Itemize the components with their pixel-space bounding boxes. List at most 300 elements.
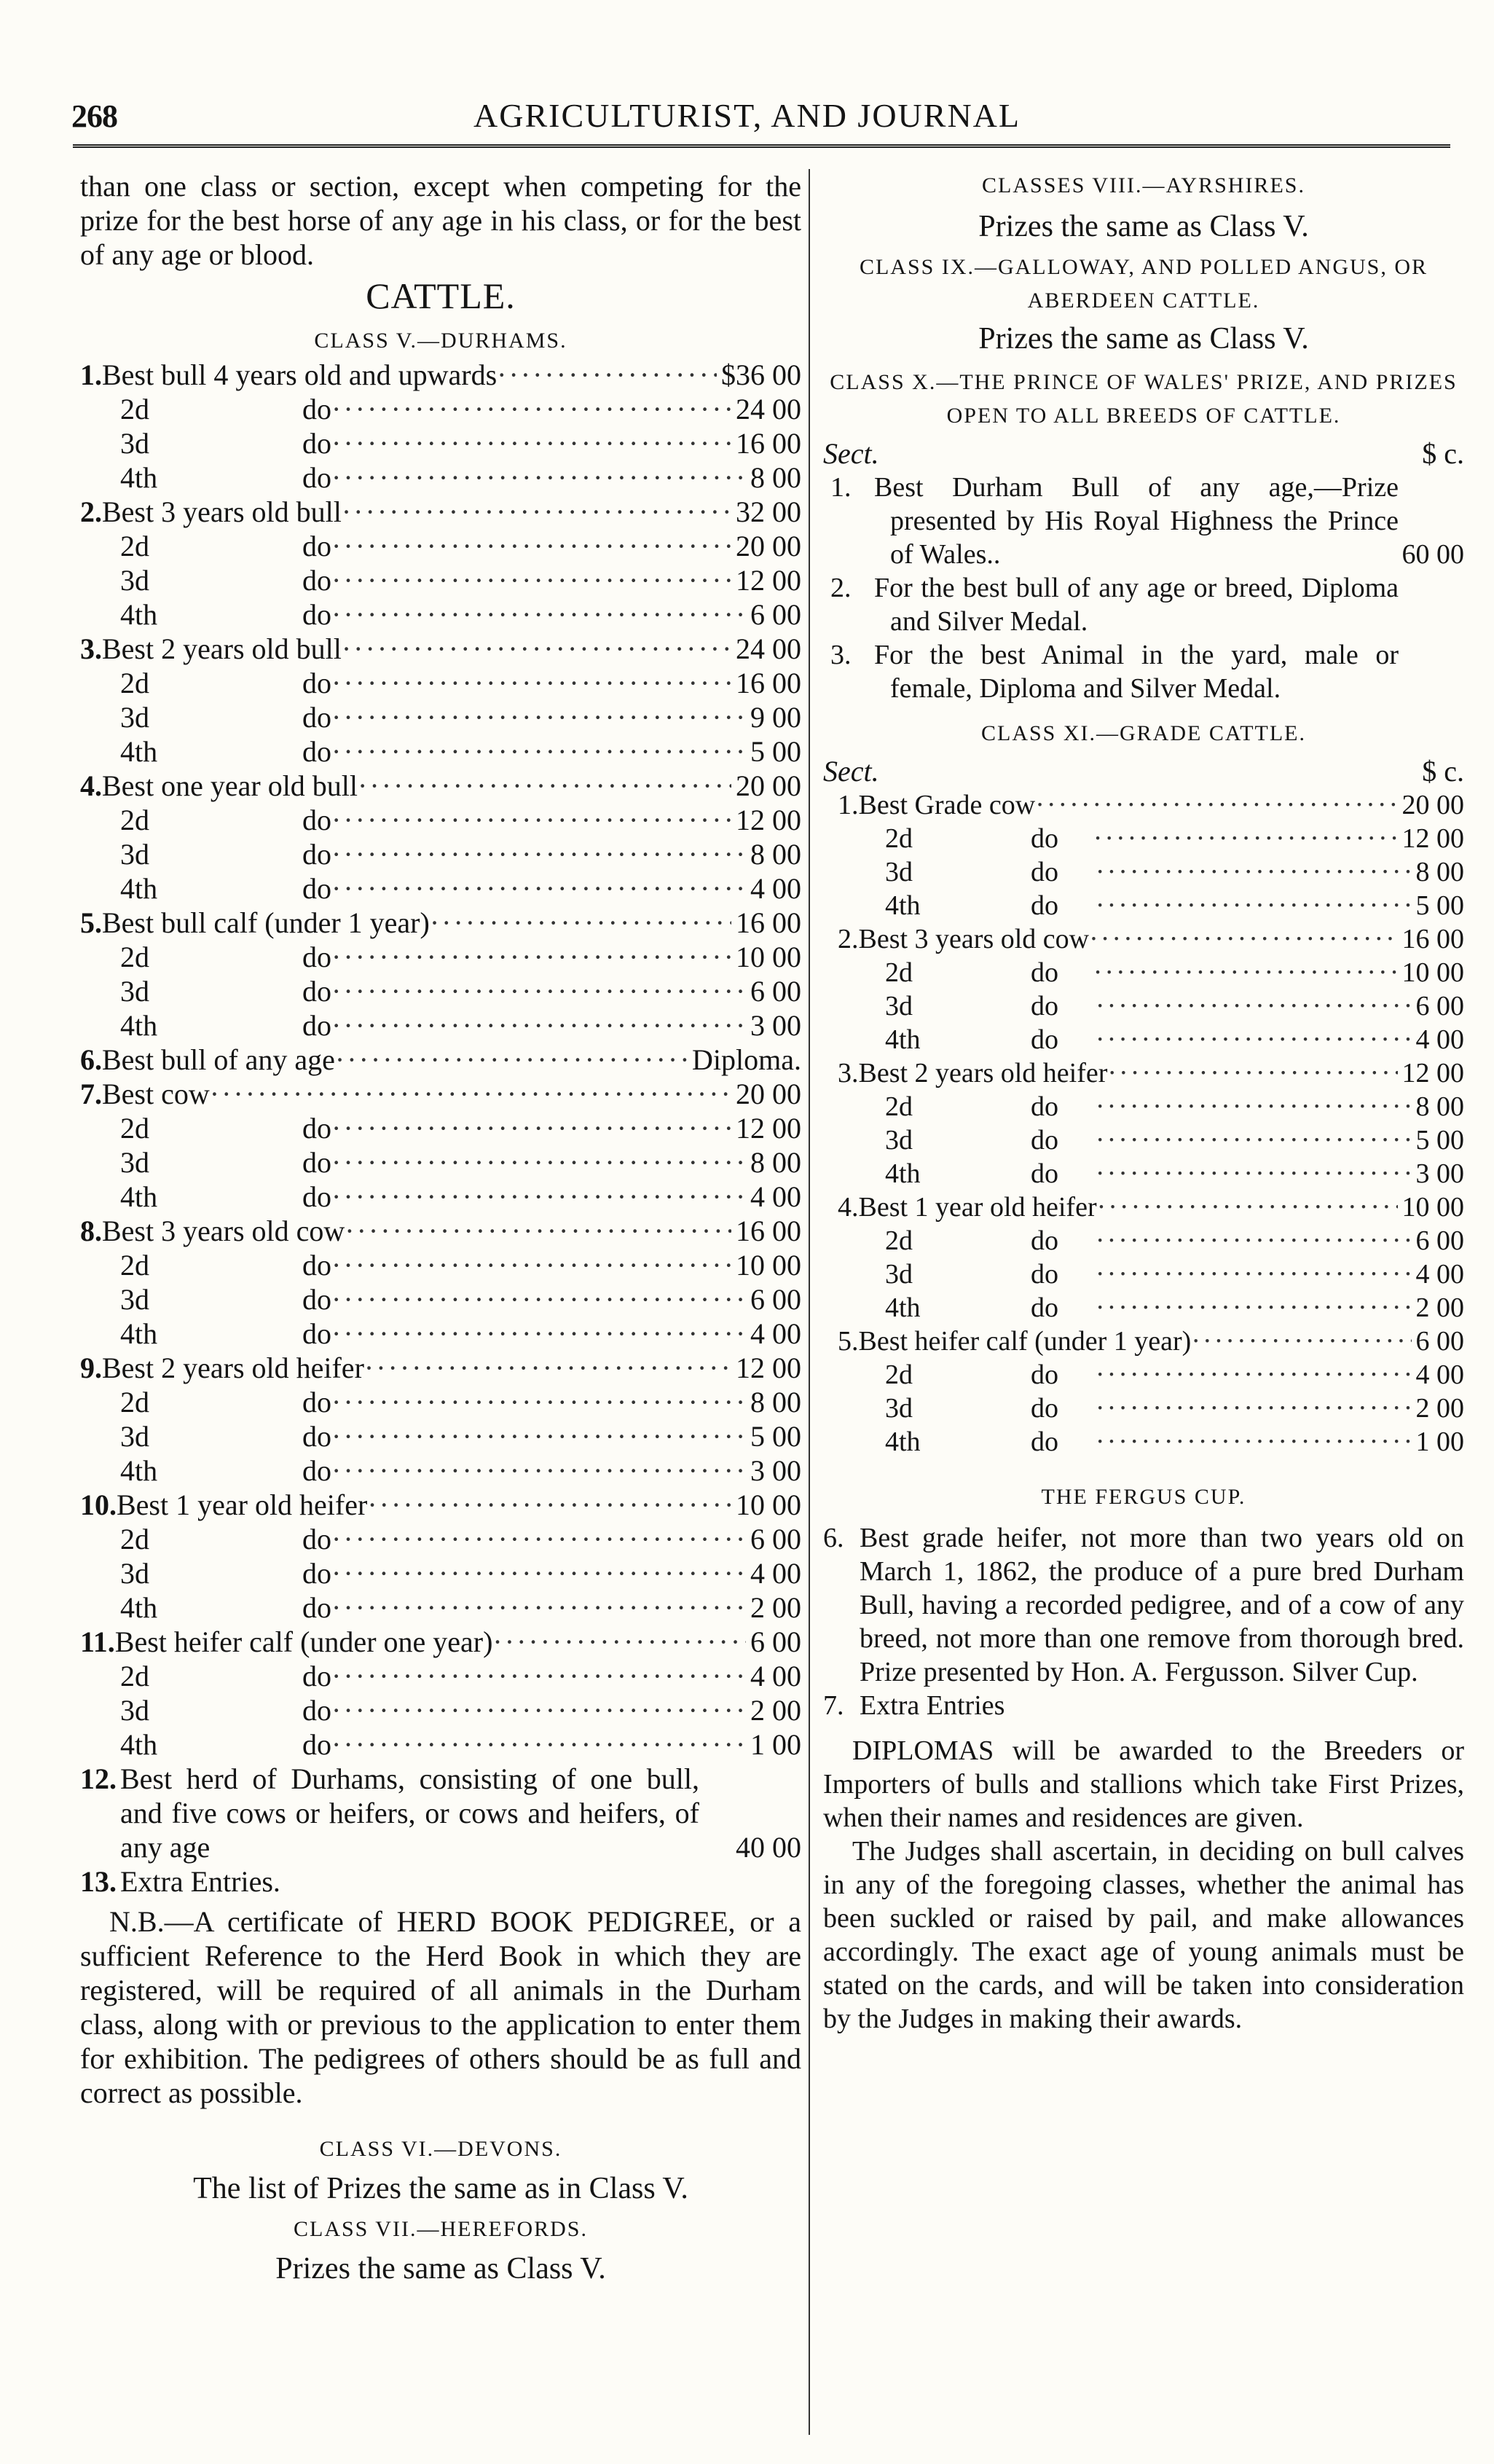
prize-amount: 12 00 bbox=[736, 804, 801, 836]
place-label: 4th bbox=[120, 1180, 158, 1213]
section-number: 9. bbox=[80, 1351, 102, 1384]
sub-prize-row bbox=[823, 1090, 1464, 1123]
prize-row bbox=[80, 495, 801, 529]
prize-amount: 2 00 bbox=[1415, 1393, 1464, 1424]
extra-entries-left bbox=[80, 1864, 801, 1899]
place-label: 3d bbox=[885, 1259, 913, 1290]
section-number: 5. bbox=[838, 1326, 859, 1357]
ditto-mark: do bbox=[302, 1420, 331, 1453]
sub-prize-row bbox=[80, 1317, 801, 1351]
dot-leader bbox=[331, 1453, 746, 1488]
place-label: 3d bbox=[885, 991, 913, 1021]
section-number: 6. bbox=[80, 1043, 102, 1076]
prize-amount: 5 00 bbox=[750, 1420, 801, 1453]
sub-prize-row bbox=[823, 1425, 1464, 1459]
ditto-mark: do bbox=[302, 1009, 331, 1042]
place-label: 3d bbox=[120, 1420, 149, 1453]
prize-row bbox=[823, 1190, 1464, 1224]
place-label: 3d bbox=[885, 1125, 913, 1156]
place-label: 4th bbox=[885, 1427, 921, 1457]
sub-prize-row bbox=[80, 1419, 801, 1453]
prize-amount: 8 00 bbox=[750, 1146, 801, 1179]
class8-text: Prizes the same as Class V. bbox=[978, 210, 1309, 243]
sub-prize-row bbox=[80, 563, 801, 597]
dot-leader bbox=[331, 940, 731, 974]
dot-leader bbox=[331, 1282, 746, 1317]
ditto-mark: do bbox=[1031, 1292, 1058, 1323]
dot-leader bbox=[331, 392, 731, 426]
intro-paragraph: than one class or section, except when competing for the prize for the best horse of any age in his class, or for the best of any age or blood. bbox=[80, 170, 801, 271]
dot-leader bbox=[497, 358, 717, 392]
dot-leader bbox=[1035, 788, 1397, 822]
dot-leader bbox=[1096, 1090, 1412, 1123]
ditto-mark: do bbox=[1031, 1225, 1058, 1256]
dot-leader bbox=[1096, 989, 1412, 1023]
prize-amount: 32 00 bbox=[736, 495, 801, 528]
dot-leader bbox=[331, 1522, 746, 1556]
prize-amount: 12 00 bbox=[1401, 1058, 1464, 1088]
dot-leader bbox=[1096, 1392, 1412, 1425]
place-label: 2d bbox=[120, 667, 149, 699]
running-title: AGRICULTURIST, AND JOURNAL bbox=[473, 97, 1021, 134]
place-label: 2d bbox=[120, 1660, 149, 1692]
sub-prize-row bbox=[80, 803, 801, 837]
ditto-mark: do bbox=[1031, 1359, 1058, 1390]
dot-leader bbox=[331, 1248, 731, 1282]
prize-amount: 12 00 bbox=[736, 1112, 801, 1145]
sub-prize-row bbox=[823, 1392, 1464, 1425]
prize-label: Best bull of any age bbox=[102, 1043, 335, 1076]
place-label: 3d bbox=[120, 975, 149, 1008]
sub-prize-row bbox=[80, 460, 801, 495]
dot-leader bbox=[331, 666, 731, 700]
dot-leader bbox=[331, 1008, 746, 1043]
place-label: 2d bbox=[885, 1359, 913, 1390]
prize-row bbox=[823, 922, 1464, 956]
place-label: 3d bbox=[120, 564, 149, 597]
sub-prize-row bbox=[823, 822, 1464, 855]
ditto-mark: do bbox=[302, 1591, 331, 1624]
dot-leader bbox=[364, 1351, 731, 1385]
prize-amount: 5 00 bbox=[1415, 1125, 1464, 1156]
section-number: 3. bbox=[838, 1058, 859, 1088]
place-label: 4th bbox=[120, 1009, 158, 1042]
section-number: 5. bbox=[80, 906, 102, 939]
prize-amount: 20 00 bbox=[1401, 790, 1464, 820]
sub-prize-row bbox=[80, 1659, 801, 1693]
section-number: 4. bbox=[80, 769, 102, 802]
sub-prize-row bbox=[80, 392, 801, 426]
dot-leader bbox=[331, 563, 731, 597]
prize-amount: 4 00 bbox=[750, 1317, 801, 1350]
section-number: 2. bbox=[830, 573, 852, 603]
section-number: 8. bbox=[80, 1215, 102, 1247]
sub-prize-row bbox=[80, 597, 801, 632]
prize-amount: 2 00 bbox=[750, 1694, 801, 1727]
fergus-entry bbox=[823, 1521, 1464, 1689]
place-label: 4th bbox=[120, 1591, 158, 1624]
prize-label: Best 3 years old cow bbox=[102, 1215, 345, 1247]
place-label: 4th bbox=[120, 461, 158, 494]
class9-heading: CLASS IX.—GALLOWAY, AND POLLED ANGUS, OR ABERDEEN CATTLE. bbox=[859, 255, 1428, 313]
dot-leader bbox=[1089, 922, 1397, 956]
sub-prize-row bbox=[80, 1727, 801, 1762]
sub-prize-row bbox=[80, 1385, 801, 1419]
dot-leader bbox=[210, 1077, 731, 1111]
cattle-heading: CATTLE. bbox=[366, 275, 516, 316]
ditto-mark: do bbox=[1031, 890, 1058, 921]
prize-amount: 10 00 bbox=[736, 941, 801, 973]
extra-number: 7. bbox=[823, 1690, 844, 1721]
prize-amount: 3 00 bbox=[750, 1009, 801, 1042]
page-header bbox=[58, 93, 1436, 146]
place-label: 4th bbox=[885, 890, 921, 921]
ditto-mark: do bbox=[302, 735, 331, 768]
ditto-mark: do bbox=[302, 1180, 331, 1213]
ditto-mark: do bbox=[302, 1454, 331, 1487]
extra-text: Extra Entries bbox=[860, 1690, 1005, 1721]
sub-prize-row bbox=[80, 700, 801, 734]
ditto-mark: do bbox=[302, 530, 331, 562]
sub-prize-row bbox=[823, 956, 1464, 989]
dot-leader bbox=[1096, 1157, 1412, 1190]
section-number: 4. bbox=[838, 1192, 859, 1223]
place-label: 3d bbox=[120, 1694, 149, 1727]
prize-amount: 4 00 bbox=[750, 1557, 801, 1590]
sect-label: Sect. bbox=[823, 755, 879, 788]
sub-prize-row bbox=[823, 1291, 1464, 1325]
place-label: 3d bbox=[885, 857, 913, 887]
fergus-number: 6. bbox=[823, 1523, 844, 1553]
class6-heading: CLASS VI.—DEVONS. bbox=[319, 2137, 562, 2161]
dot-leader bbox=[1096, 1358, 1412, 1392]
dot-leader bbox=[367, 1488, 731, 1522]
sect-entry bbox=[823, 471, 1464, 571]
extra-entries-right bbox=[823, 1689, 1464, 1722]
herd-text: Best herd of Durhams, consisting of one bull, and five cows or heifers, or cows and heifers, of any age bbox=[120, 1762, 699, 1864]
prize-amount: 1 00 bbox=[1415, 1427, 1464, 1457]
prize-label: Best cow bbox=[102, 1078, 210, 1110]
dot-leader bbox=[1096, 1123, 1412, 1157]
prize-amount: 6 00 bbox=[1415, 1225, 1464, 1256]
class6-text: The list of Prizes the same as in Class V. bbox=[193, 2172, 688, 2205]
prize-amount: 6 00 bbox=[1415, 1326, 1464, 1357]
prize-label: Best one year old bull bbox=[102, 769, 358, 802]
prize-amount: 20 00 bbox=[736, 530, 801, 562]
ditto-mark: do bbox=[1031, 1427, 1058, 1457]
dot-leader bbox=[1096, 855, 1412, 889]
prize-amount: 10 00 bbox=[736, 1249, 801, 1282]
dot-leader bbox=[1093, 956, 1398, 989]
ditto-mark: do bbox=[302, 393, 331, 425]
class11-sect-header bbox=[823, 755, 1464, 788]
sub-prize-row bbox=[80, 940, 801, 974]
prize-amount: Diploma. bbox=[692, 1043, 801, 1076]
prize-amount: 5 00 bbox=[750, 735, 801, 768]
ditto-mark: do bbox=[1031, 1091, 1058, 1122]
ditto-mark: do bbox=[302, 1694, 331, 1727]
prize-amount: 4 00 bbox=[750, 1180, 801, 1213]
sub-prize-row bbox=[80, 1282, 801, 1317]
dot-leader bbox=[492, 1625, 746, 1659]
sub-prize-row bbox=[823, 855, 1464, 889]
place-label: 4th bbox=[120, 872, 158, 905]
place-label: 3d bbox=[885, 1393, 913, 1424]
prize-row bbox=[80, 1043, 801, 1077]
ditto-mark: do bbox=[302, 1317, 331, 1350]
section-number: 7. bbox=[80, 1078, 102, 1110]
ditto-mark: do bbox=[1031, 1125, 1058, 1156]
dot-leader bbox=[331, 460, 746, 495]
dot-leader bbox=[358, 769, 731, 803]
prize-label: Best Grade cow bbox=[858, 790, 1036, 820]
ditto-mark: do bbox=[1031, 1259, 1058, 1290]
sub-prize-row bbox=[80, 1556, 801, 1590]
dot-leader bbox=[335, 1043, 688, 1077]
place-label: 2d bbox=[120, 530, 149, 562]
place-label: 2d bbox=[120, 804, 149, 836]
prize-amount: 3 00 bbox=[1415, 1158, 1464, 1189]
place-label: 3d bbox=[120, 427, 149, 460]
section-number: 2. bbox=[838, 924, 859, 954]
prize-amount: 6 00 bbox=[750, 1523, 801, 1555]
ditto-mark: do bbox=[302, 941, 331, 973]
place-label: 4th bbox=[120, 1454, 158, 1487]
dot-leader bbox=[1093, 822, 1398, 855]
prize-amount: 9 00 bbox=[750, 701, 801, 734]
section-number: 3. bbox=[80, 632, 102, 665]
prize-amount: 8 00 bbox=[750, 838, 801, 871]
section-number: 1. bbox=[830, 472, 852, 503]
place-label: 4th bbox=[120, 1317, 158, 1350]
dot-leader bbox=[331, 1385, 746, 1419]
dot-leader bbox=[331, 426, 731, 460]
header-rule bbox=[73, 144, 1450, 150]
dot-leader bbox=[331, 871, 746, 906]
place-label: 3d bbox=[120, 1146, 149, 1179]
dot-leader bbox=[1107, 1056, 1397, 1090]
prize-amount: 4 00 bbox=[1415, 1359, 1464, 1390]
place-label: 4th bbox=[120, 735, 158, 768]
class10-prize-list bbox=[823, 471, 1464, 705]
prize-amount: 12 00 bbox=[736, 564, 801, 597]
place-label: 4th bbox=[885, 1292, 921, 1323]
prize-amount: 20 00 bbox=[736, 769, 801, 802]
sub-prize-row bbox=[80, 837, 801, 871]
sub-prize-row bbox=[823, 989, 1464, 1023]
entry-text: For the best Animal in the yard, male or female, Diploma and Silver Medal. bbox=[874, 640, 1399, 704]
place-label: 2d bbox=[885, 1225, 913, 1256]
dot-leader bbox=[331, 734, 746, 769]
prize-amount: 10 00 bbox=[1401, 1192, 1464, 1223]
prize-amount: 3 00 bbox=[750, 1454, 801, 1487]
prize-amount: 24 00 bbox=[736, 632, 801, 665]
sub-prize-row bbox=[80, 1180, 801, 1214]
dot-leader bbox=[342, 495, 731, 529]
entry-text: Best Durham Bull of any age,—Prize presented by His Royal Highness the Prince of Wales.. bbox=[874, 472, 1399, 570]
prize-label: Best bull calf (under 1 year) bbox=[102, 906, 430, 939]
dot-leader bbox=[345, 1214, 731, 1248]
place-label: 3d bbox=[120, 701, 149, 734]
dot-leader bbox=[331, 1659, 746, 1693]
prize-amount: 10 00 bbox=[736, 1488, 801, 1521]
prize-row bbox=[80, 632, 801, 666]
place-label: 2d bbox=[885, 1091, 913, 1122]
prize-amount: 4 00 bbox=[1415, 1259, 1464, 1290]
class5-prize-list bbox=[80, 358, 801, 1762]
column-divider bbox=[809, 169, 810, 2435]
prize-amount: 1 00 bbox=[750, 1728, 801, 1761]
place-label: 3d bbox=[120, 1557, 149, 1590]
prize-amount: 4 00 bbox=[1415, 1024, 1464, 1055]
prize-label: Best 3 years old cow bbox=[858, 924, 1090, 954]
judges-paragraph: The Judges shall ascertain, in deciding on bull calves in any of the foregoing classes, whether the animal has been suckled or raised by pail, and make allowances accordingly. The exact age of young animals must be stated on the cards, and will be taken into consideration by the Judges in making their awards. bbox=[823, 1836, 1464, 2034]
sub-prize-row bbox=[80, 871, 801, 906]
class8-heading: CLASSES VIII.—AYRSHIRES. bbox=[982, 173, 1305, 197]
ditto-mark: do bbox=[302, 1283, 331, 1316]
herd-amount: 40 00 bbox=[736, 1831, 801, 1864]
place-label: 2d bbox=[120, 1386, 149, 1419]
sub-prize-row bbox=[80, 426, 801, 460]
entry-text: For the best bull of any age or breed, Diploma and Silver Medal. bbox=[874, 573, 1399, 637]
prize-amount: 6 00 bbox=[750, 1625, 801, 1658]
sub-prize-row bbox=[80, 529, 801, 563]
prize-row bbox=[80, 1625, 801, 1659]
ditto-mark: do bbox=[1031, 1024, 1058, 1055]
prize-label: Best 3 years old bull bbox=[102, 495, 342, 528]
dot-leader bbox=[331, 974, 746, 1008]
dot-leader bbox=[331, 1590, 746, 1625]
dot-leader bbox=[342, 632, 731, 666]
prize-row bbox=[823, 1056, 1464, 1090]
place-label: 3d bbox=[120, 838, 149, 871]
dot-leader bbox=[331, 837, 746, 871]
prize-amount: 6 00 bbox=[750, 598, 801, 631]
dot-leader bbox=[1096, 889, 1412, 922]
section-number: 11. bbox=[80, 1625, 115, 1658]
ditto-mark: do bbox=[302, 667, 331, 699]
place-label: 4th bbox=[120, 598, 158, 631]
place-label: 3d bbox=[120, 1283, 149, 1316]
ditto-mark: do bbox=[302, 1249, 331, 1282]
dot-leader bbox=[1096, 1291, 1412, 1325]
prize-amount: $36 00 bbox=[721, 358, 801, 391]
prize-label: Best 2 years old bull bbox=[102, 632, 342, 665]
dot-leader bbox=[331, 1419, 746, 1453]
prize-row bbox=[80, 1077, 801, 1111]
dot-leader bbox=[1096, 1224, 1412, 1257]
prize-label: Best 1 year old heifer bbox=[117, 1488, 368, 1521]
herd-entry bbox=[80, 1762, 801, 1864]
ditto-mark: do bbox=[302, 838, 331, 871]
prize-label: Best 2 years old heifer bbox=[102, 1351, 364, 1384]
dot-leader bbox=[430, 906, 731, 940]
prize-amount: 16 00 bbox=[736, 427, 801, 460]
ditto-mark: do bbox=[302, 1146, 331, 1179]
sub-prize-row bbox=[80, 1693, 801, 1727]
dot-leader bbox=[331, 1180, 746, 1214]
place-label: 4th bbox=[885, 1024, 921, 1055]
sub-prize-row bbox=[823, 1023, 1464, 1056]
dot-leader bbox=[331, 700, 746, 734]
prize-amount: 6 00 bbox=[1415, 991, 1464, 1021]
place-label: 2d bbox=[120, 1112, 149, 1145]
sub-prize-row bbox=[80, 1522, 801, 1556]
diplomas-paragraph: DIPLOMAS will be awarded to the Breeders or Importers of bulls and stallions which take First Prizes, when their names and residences are given. bbox=[823, 1735, 1464, 1833]
sub-prize-row bbox=[80, 974, 801, 1008]
place-label: 4th bbox=[120, 1728, 158, 1761]
prize-amount: 16 00 bbox=[736, 906, 801, 939]
prize-row bbox=[80, 906, 801, 940]
ditto-mark: do bbox=[302, 804, 331, 836]
prize-amount: 2 00 bbox=[1415, 1292, 1464, 1323]
sub-prize-row bbox=[80, 1008, 801, 1043]
prize-amount: 12 00 bbox=[736, 1351, 801, 1384]
section-number: 3. bbox=[830, 640, 852, 670]
prize-label: Best heifer calf (under one year) bbox=[114, 1625, 493, 1658]
class9-text: Prizes the same as Class V. bbox=[978, 322, 1309, 356]
class10-sect-header bbox=[823, 437, 1464, 471]
place-label: 2d bbox=[120, 1523, 149, 1555]
ditto-mark: do bbox=[1031, 957, 1058, 988]
place-label: 2d bbox=[885, 823, 913, 854]
sub-prize-row bbox=[80, 1145, 801, 1180]
ditto-mark: do bbox=[1031, 1158, 1058, 1189]
prize-label: Best bull 4 years old and upwards bbox=[102, 358, 498, 391]
prize-amount: 10 00 bbox=[1401, 957, 1464, 988]
class11-prize-list bbox=[823, 788, 1464, 1459]
fergus-text: Best grade heifer, not more than two years old on March 1, 1862, the produce of a pure bred Durham Bull, having a recorded pedigree, and of a cow of any breed, not more than one remove from thorough bred. Prize presented by Hon. A. Fergusson. Silver Cup. bbox=[860, 1523, 1464, 1687]
extra-number: 13. bbox=[80, 1865, 117, 1898]
prize-row bbox=[80, 358, 801, 392]
ditto-mark: do bbox=[302, 461, 331, 494]
class5-heading: CLASS V.—DURHAMS. bbox=[314, 329, 567, 353]
ditto-mark: do bbox=[302, 1660, 331, 1692]
prize-label: Best 2 years old heifer bbox=[858, 1058, 1108, 1088]
place-label: 2d bbox=[885, 957, 913, 988]
right-column bbox=[823, 169, 1464, 2036]
dot-leader bbox=[331, 597, 746, 632]
sub-prize-row bbox=[80, 1590, 801, 1625]
prize-amount: 4 00 bbox=[750, 1660, 801, 1692]
dot-leader bbox=[1096, 1257, 1412, 1291]
ditto-mark: do bbox=[302, 1523, 331, 1555]
currency-label: $ c. bbox=[1422, 437, 1464, 470]
prize-amount: 6 00 bbox=[750, 1283, 801, 1316]
ditto-mark: do bbox=[302, 427, 331, 460]
sub-prize-row bbox=[823, 1123, 1464, 1157]
ditto-mark: do bbox=[1031, 991, 1058, 1021]
prize-row bbox=[80, 769, 801, 803]
place-label: 2d bbox=[120, 393, 149, 425]
class7-heading: CLASS VII.—HEREFORDS. bbox=[293, 2217, 588, 2241]
ditto-mark: do bbox=[302, 1557, 331, 1590]
currency-label: $ c. bbox=[1422, 755, 1464, 788]
ditto-mark: do bbox=[302, 564, 331, 597]
prize-row bbox=[823, 788, 1464, 822]
class11-heading: CLASS XI.—GRADE CATTLE. bbox=[980, 721, 1306, 745]
prize-amount: 16 00 bbox=[736, 667, 801, 699]
prize-row bbox=[823, 1325, 1464, 1358]
dot-leader bbox=[331, 1727, 746, 1762]
nb-paragraph: N.B.—A certificate of HERD BOOK PEDIGREE, or a sufficient Reference to the Herd Book in which they are registered, will be required of all animals in the Durham class, along with or previous to the application to enter them for exhibition. The pedigrees of others should be as full and correct as possible. bbox=[80, 1905, 801, 2109]
sub-prize-row bbox=[823, 1358, 1464, 1392]
ditto-mark: do bbox=[1031, 857, 1058, 887]
ditto-mark: do bbox=[302, 598, 331, 631]
section-number: 10. bbox=[80, 1488, 117, 1521]
section-number: 1. bbox=[838, 790, 859, 820]
prize-label: Best 1 year old heifer bbox=[858, 1192, 1097, 1223]
